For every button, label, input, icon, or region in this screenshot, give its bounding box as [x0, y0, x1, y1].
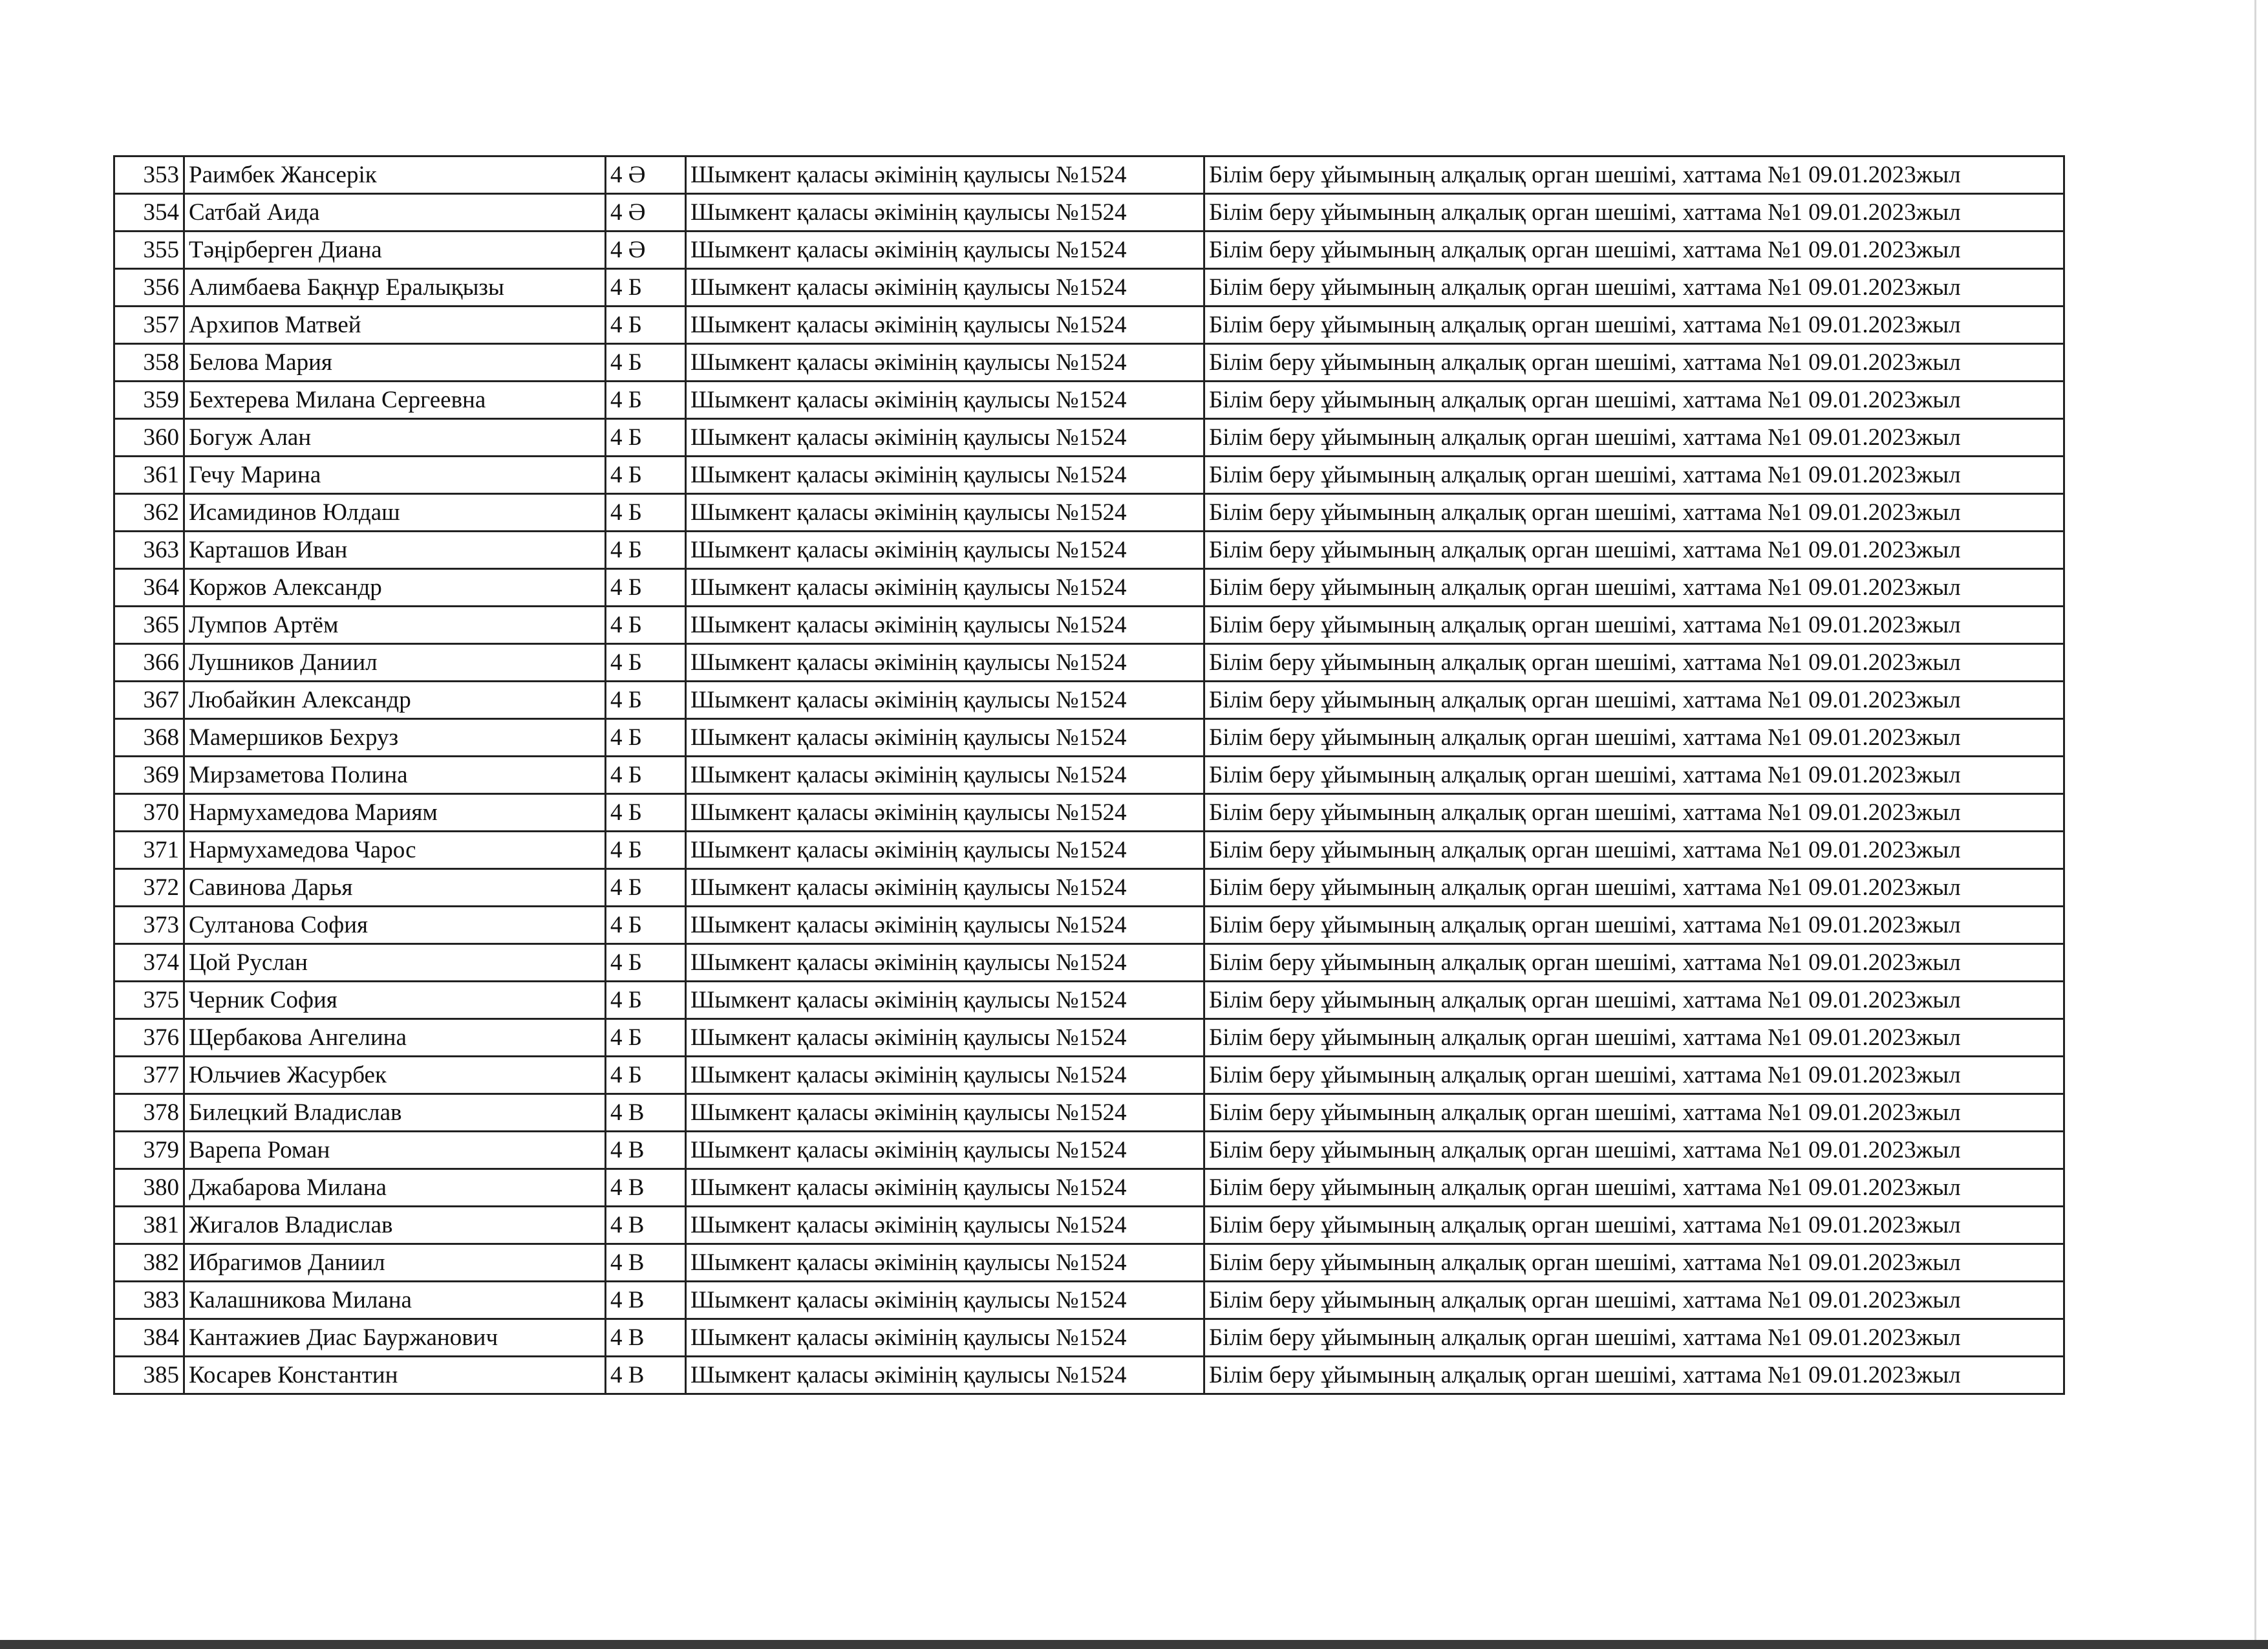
- decree-cell: Шымкент қаласы әкімінің қаулысы №1524: [686, 194, 1204, 232]
- student-name-cell: Цой Руслан: [184, 944, 606, 982]
- student-name-cell: Нармухамедова Мариям: [184, 794, 606, 832]
- table-row: [114, 307, 2064, 344]
- class-cell: 4 В: [606, 1357, 686, 1394]
- row-number-cell: 377: [114, 1057, 184, 1094]
- decree-cell: Шымкент қаласы әкімінің қаулысы №1524: [686, 1282, 1204, 1319]
- table-row: [114, 607, 2064, 644]
- class-cell: 4 Б: [606, 832, 686, 869]
- decision-cell: Білім беру ұйымының алқалық орган шешімі, хаттама №1 09.01.2023жыл: [1204, 569, 2064, 607]
- student-name-cell: Лушников Даниил: [184, 644, 606, 682]
- table-row: [114, 944, 2064, 982]
- class-cell: 4 В: [606, 1282, 686, 1319]
- decree-cell: Шымкент қаласы әкімінің қаулысы №1524: [686, 644, 1204, 682]
- student-name-cell: Богуж Алан: [184, 419, 606, 457]
- table-row: [114, 194, 2064, 232]
- decree-cell: Шымкент қаласы әкімінің қаулысы №1524: [686, 494, 1204, 532]
- table-row: [114, 1244, 2064, 1282]
- row-number-cell: 381: [114, 1207, 184, 1244]
- decree-cell: Шымкент қаласы әкімінің қаулысы №1524: [686, 607, 1204, 644]
- row-number-cell: 356: [114, 269, 184, 307]
- row-number-cell: 367: [114, 682, 184, 719]
- decree-cell: Шымкент қаласы әкімінің қаулысы №1524: [686, 1019, 1204, 1057]
- row-number-cell: 353: [114, 156, 184, 194]
- student-name-cell: Юльчиев Жасурбек: [184, 1057, 606, 1094]
- class-cell: 4 В: [606, 1244, 686, 1282]
- row-number-cell: 368: [114, 719, 184, 757]
- decree-cell: Шымкент қаласы әкімінің қаулысы №1524: [686, 944, 1204, 982]
- class-cell: 4 Б: [606, 419, 686, 457]
- row-number-cell: 369: [114, 757, 184, 794]
- student-name-cell: Любайкин Александр: [184, 682, 606, 719]
- decision-cell: Білім беру ұйымының алқалық орган шешімі, хаттама №1 09.01.2023жыл: [1204, 1057, 2064, 1094]
- scan-right-edge: [2254, 0, 2256, 1640]
- class-cell: 4 Б: [606, 682, 686, 719]
- table-row: [114, 1094, 2064, 1132]
- decree-cell: Шымкент қаласы әкімінің қаулысы №1524: [686, 344, 1204, 382]
- student-name-cell: Тәңірберген Диана: [184, 232, 606, 269]
- row-number-cell: 374: [114, 944, 184, 982]
- row-number-cell: 355: [114, 232, 184, 269]
- table-row: [114, 832, 2064, 869]
- table-row: [114, 982, 2064, 1019]
- row-number-cell: 373: [114, 907, 184, 944]
- class-cell: 4 Б: [606, 907, 686, 944]
- decision-cell: Білім беру ұйымының алқалық орган шешімі, хаттама №1 09.01.2023жыл: [1204, 1094, 2064, 1132]
- row-number-cell: 370: [114, 794, 184, 832]
- row-number-cell: 361: [114, 457, 184, 494]
- decision-cell: Білім беру ұйымының алқалық орган шешімі, хаттама №1 09.01.2023жыл: [1204, 156, 2064, 194]
- row-number-cell: 375: [114, 982, 184, 1019]
- student-name-cell: Гечу Марина: [184, 457, 606, 494]
- decree-cell: Шымкент қаласы әкімінің қаулысы №1524: [686, 156, 1204, 194]
- class-cell: 4 Б: [606, 494, 686, 532]
- row-number-cell: 358: [114, 344, 184, 382]
- decision-cell: Білім беру ұйымының алқалық орган шешімі, хаттама №1 09.01.2023жыл: [1204, 1282, 2064, 1319]
- decree-cell: Шымкент қаласы әкімінің қаулысы №1524: [686, 869, 1204, 907]
- class-cell: 4 Б: [606, 757, 686, 794]
- class-cell: 4 Б: [606, 1019, 686, 1057]
- student-name-cell: Карташов Иван: [184, 532, 606, 569]
- decision-cell: Білім беру ұйымының алқалық орган шешімі, хаттама №1 09.01.2023жыл: [1204, 269, 2064, 307]
- decision-cell: Білім беру ұйымының алқалық орган шешімі, хаттама №1 09.01.2023жыл: [1204, 757, 2064, 794]
- table-row: [114, 156, 2064, 194]
- row-number-cell: 383: [114, 1282, 184, 1319]
- table-row: [114, 1019, 2064, 1057]
- student-name-cell: Ибрагимов Даниил: [184, 1244, 606, 1282]
- class-cell: 4 Б: [606, 794, 686, 832]
- row-number-cell: 371: [114, 832, 184, 869]
- decision-cell: Білім беру ұйымының алқалық орган шешімі, хаттама №1 09.01.2023жыл: [1204, 832, 2064, 869]
- table-row: [114, 1057, 2064, 1094]
- class-cell: 4 В: [606, 1094, 686, 1132]
- class-cell: 4 Б: [606, 982, 686, 1019]
- decision-cell: Білім беру ұйымының алқалық орган шешімі, хаттама №1 09.01.2023жыл: [1204, 382, 2064, 419]
- table-row: [114, 1169, 2064, 1207]
- decree-cell: Шымкент қаласы әкімінің қаулысы №1524: [686, 1357, 1204, 1394]
- class-cell: 4 Б: [606, 719, 686, 757]
- decree-cell: Шымкент қаласы әкімінің қаулысы №1524: [686, 457, 1204, 494]
- table-row: [114, 1132, 2064, 1169]
- student-roster-table: [113, 155, 2065, 1395]
- student-name-cell: Варепа Роман: [184, 1132, 606, 1169]
- table-row: [114, 1282, 2064, 1319]
- table-row: [114, 1207, 2064, 1244]
- row-number-cell: 360: [114, 419, 184, 457]
- student-name-cell: Билецкий Владислав: [184, 1094, 606, 1132]
- decision-cell: Білім беру ұйымының алқалық орган шешімі, хаттама №1 09.01.2023жыл: [1204, 1132, 2064, 1169]
- decision-cell: Білім беру ұйымының алқалық орган шешімі, хаттама №1 09.01.2023жыл: [1204, 1169, 2064, 1207]
- decision-cell: Білім беру ұйымының алқалық орган шешімі, хаттама №1 09.01.2023жыл: [1204, 194, 2064, 232]
- decree-cell: Шымкент қаласы әкімінің қаулысы №1524: [686, 832, 1204, 869]
- row-number-cell: 354: [114, 194, 184, 232]
- decree-cell: Шымкент қаласы әкімінің қаулысы №1524: [686, 719, 1204, 757]
- decree-cell: Шымкент қаласы әкімінің қаулысы №1524: [686, 907, 1204, 944]
- row-number-cell: 362: [114, 494, 184, 532]
- decision-cell: Білім беру ұйымының алқалық орган шешімі, хаттама №1 09.01.2023жыл: [1204, 869, 2064, 907]
- row-number-cell: 385: [114, 1357, 184, 1394]
- class-cell: 4 В: [606, 1319, 686, 1357]
- decision-cell: Білім беру ұйымының алқалық орган шешімі, хаттама №1 09.01.2023жыл: [1204, 1357, 2064, 1394]
- row-number-cell: 359: [114, 382, 184, 419]
- table-row: [114, 682, 2064, 719]
- row-number-cell: 378: [114, 1094, 184, 1132]
- row-number-cell: 363: [114, 532, 184, 569]
- decision-cell: Білім беру ұйымының алқалық орган шешімі, хаттама №1 09.01.2023жыл: [1204, 607, 2064, 644]
- row-number-cell: 376: [114, 1019, 184, 1057]
- student-name-cell: Щербакова Ангелина: [184, 1019, 606, 1057]
- decree-cell: Шымкент қаласы әкімінің қаулысы №1524: [686, 1094, 1204, 1132]
- decree-cell: Шымкент қаласы әкімінің қаулысы №1524: [686, 1132, 1204, 1169]
- table-row: [114, 719, 2064, 757]
- decree-cell: Шымкент қаласы әкімінің қаулысы №1524: [686, 269, 1204, 307]
- decree-cell: Шымкент қаласы әкімінің қаулысы №1524: [686, 532, 1204, 569]
- scan-bottom-edge: [0, 1640, 2268, 1649]
- row-number-cell: 382: [114, 1244, 184, 1282]
- decision-cell: Білім беру ұйымының алқалық орган шешімі, хаттама №1 09.01.2023жыл: [1204, 794, 2064, 832]
- student-name-cell: Косарев Константин: [184, 1357, 606, 1394]
- class-cell: 4 Б: [606, 457, 686, 494]
- student-name-cell: Сатбай Аида: [184, 194, 606, 232]
- decision-cell: Білім беру ұйымының алқалық орган шешімі, хаттама №1 09.01.2023жыл: [1204, 682, 2064, 719]
- table-row: [114, 794, 2064, 832]
- decision-cell: Білім беру ұйымының алқалық орган шешімі, хаттама №1 09.01.2023жыл: [1204, 907, 2064, 944]
- student-name-cell: Савинова Дарья: [184, 869, 606, 907]
- table-row: [114, 1357, 2064, 1394]
- decision-cell: Білім беру ұйымының алқалық орган шешімі, хаттама №1 09.01.2023жыл: [1204, 644, 2064, 682]
- class-cell: 4 В: [606, 1169, 686, 1207]
- student-name-cell: Алимбаева Бақнұр Ералықызы: [184, 269, 606, 307]
- student-name-cell: Черник София: [184, 982, 606, 1019]
- student-name-cell: Мирзаметова Полина: [184, 757, 606, 794]
- row-number-cell: 379: [114, 1132, 184, 1169]
- table-row: [114, 1319, 2064, 1357]
- student-name-cell: Джабарова Милана: [184, 1169, 606, 1207]
- decision-cell: Білім беру ұйымының алқалық орган шешімі, хаттама №1 09.01.2023жыл: [1204, 982, 2064, 1019]
- decision-cell: Білім беру ұйымының алқалық орган шешімі, хаттама №1 09.01.2023жыл: [1204, 494, 2064, 532]
- student-name-cell: Коржов Александр: [184, 569, 606, 607]
- class-cell: 4 Б: [606, 869, 686, 907]
- decree-cell: Шымкент қаласы әкімінің қаулысы №1524: [686, 794, 1204, 832]
- class-cell: 4 Б: [606, 607, 686, 644]
- decision-cell: Білім беру ұйымының алқалық орган шешімі, хаттама №1 09.01.2023жыл: [1204, 1019, 2064, 1057]
- decision-cell: Білім беру ұйымының алқалық орган шешімі, хаттама №1 09.01.2023жыл: [1204, 944, 2064, 982]
- row-number-cell: 357: [114, 307, 184, 344]
- row-number-cell: 384: [114, 1319, 184, 1357]
- decree-cell: Шымкент қаласы әкімінің қаулысы №1524: [686, 1057, 1204, 1094]
- student-name-cell: Султанова София: [184, 907, 606, 944]
- table-row: [114, 494, 2064, 532]
- decision-cell: Білім беру ұйымының алқалық орган шешімі, хаттама №1 09.01.2023жыл: [1204, 1319, 2064, 1357]
- student-name-cell: Жигалов Владислав: [184, 1207, 606, 1244]
- decision-cell: Білім беру ұйымының алқалық орган шешімі, хаттама №1 09.01.2023жыл: [1204, 344, 2064, 382]
- student-name-cell: Исамидинов Юлдаш: [184, 494, 606, 532]
- table-row: [114, 569, 2064, 607]
- class-cell: 4 Б: [606, 307, 686, 344]
- class-cell: 4 Б: [606, 532, 686, 569]
- decree-cell: Шымкент қаласы әкімінің қаулысы №1524: [686, 1319, 1204, 1357]
- decision-cell: Білім беру ұйымының алқалық орган шешімі, хаттама №1 09.01.2023жыл: [1204, 457, 2064, 494]
- table-row: [114, 382, 2064, 419]
- decree-cell: Шымкент қаласы әкімінің қаулысы №1524: [686, 1244, 1204, 1282]
- class-cell: 4 В: [606, 1207, 686, 1244]
- table-row: [114, 644, 2064, 682]
- row-number-cell: 365: [114, 607, 184, 644]
- decree-cell: Шымкент қаласы әкімінің қаулысы №1524: [686, 1207, 1204, 1244]
- table-row: [114, 869, 2064, 907]
- decree-cell: Шымкент қаласы әкімінің қаулысы №1524: [686, 307, 1204, 344]
- decision-cell: Білім беру ұйымының алқалық орган шешімі, хаттама №1 09.01.2023жыл: [1204, 419, 2064, 457]
- table-row: [114, 457, 2064, 494]
- roster-body: [114, 156, 2064, 1394]
- row-number-cell: 364: [114, 569, 184, 607]
- table-row: [114, 532, 2064, 569]
- decision-cell: Білім беру ұйымының алқалық орган шешімі, хаттама №1 09.01.2023жыл: [1204, 719, 2064, 757]
- class-cell: 4 Б: [606, 569, 686, 607]
- class-cell: 4 Б: [606, 269, 686, 307]
- class-cell: 4 Б: [606, 382, 686, 419]
- decision-cell: Білім беру ұйымының алқалық орган шешімі, хаттама №1 09.01.2023жыл: [1204, 307, 2064, 344]
- class-cell: 4 Б: [606, 944, 686, 982]
- class-cell: 4 Б: [606, 1057, 686, 1094]
- decree-cell: Шымкент қаласы әкімінің қаулысы №1524: [686, 382, 1204, 419]
- row-number-cell: 366: [114, 644, 184, 682]
- decree-cell: Шымкент қаласы әкімінің қаулысы №1524: [686, 1169, 1204, 1207]
- table-row: [114, 269, 2064, 307]
- class-cell: 4 В: [606, 1132, 686, 1169]
- decree-cell: Шымкент қаласы әкімінің қаулысы №1524: [686, 419, 1204, 457]
- class-cell: 4 Ә: [606, 194, 686, 232]
- student-name-cell: Мамершиков Бехруз: [184, 719, 606, 757]
- student-name-cell: Архипов Матвей: [184, 307, 606, 344]
- class-cell: 4 Б: [606, 344, 686, 382]
- decision-cell: Білім беру ұйымының алқалық орган шешімі, хаттама №1 09.01.2023жыл: [1204, 532, 2064, 569]
- decree-cell: Шымкент қаласы әкімінің қаулысы №1524: [686, 982, 1204, 1019]
- decree-cell: Шымкент қаласы әкімінің қаулысы №1524: [686, 232, 1204, 269]
- student-name-cell: Нармухамедова Чарос: [184, 832, 606, 869]
- decree-cell: Шымкент қаласы әкімінің қаулысы №1524: [686, 682, 1204, 719]
- row-number-cell: 380: [114, 1169, 184, 1207]
- student-name-cell: Кантажиев Диас Бауржанович: [184, 1319, 606, 1357]
- class-cell: 4 Б: [606, 644, 686, 682]
- decree-cell: Шымкент қаласы әкімінің қаулысы №1524: [686, 757, 1204, 794]
- decision-cell: Білім беру ұйымының алқалық орган шешімі, хаттама №1 09.01.2023жыл: [1204, 1207, 2064, 1244]
- table-row: [114, 232, 2064, 269]
- decision-cell: Білім беру ұйымының алқалық орган шешімі, хаттама №1 09.01.2023жыл: [1204, 232, 2064, 269]
- student-name-cell: Белова Мария: [184, 344, 606, 382]
- student-name-cell: Раимбек Жансерік: [184, 156, 606, 194]
- table-row: [114, 419, 2064, 457]
- class-cell: 4 Ә: [606, 232, 686, 269]
- decree-cell: Шымкент қаласы әкімінің қаулысы №1524: [686, 569, 1204, 607]
- student-name-cell: Лумпов Артём: [184, 607, 606, 644]
- table-row: [114, 757, 2064, 794]
- table-row: [114, 907, 2064, 944]
- table-row: [114, 344, 2064, 382]
- row-number-cell: 372: [114, 869, 184, 907]
- student-name-cell: Калашникова Милана: [184, 1282, 606, 1319]
- class-cell: 4 Ә: [606, 156, 686, 194]
- decision-cell: Білім беру ұйымының алқалық орган шешімі, хаттама №1 09.01.2023жыл: [1204, 1244, 2064, 1282]
- student-name-cell: Бехтерева Милана Сергеевна: [184, 382, 606, 419]
